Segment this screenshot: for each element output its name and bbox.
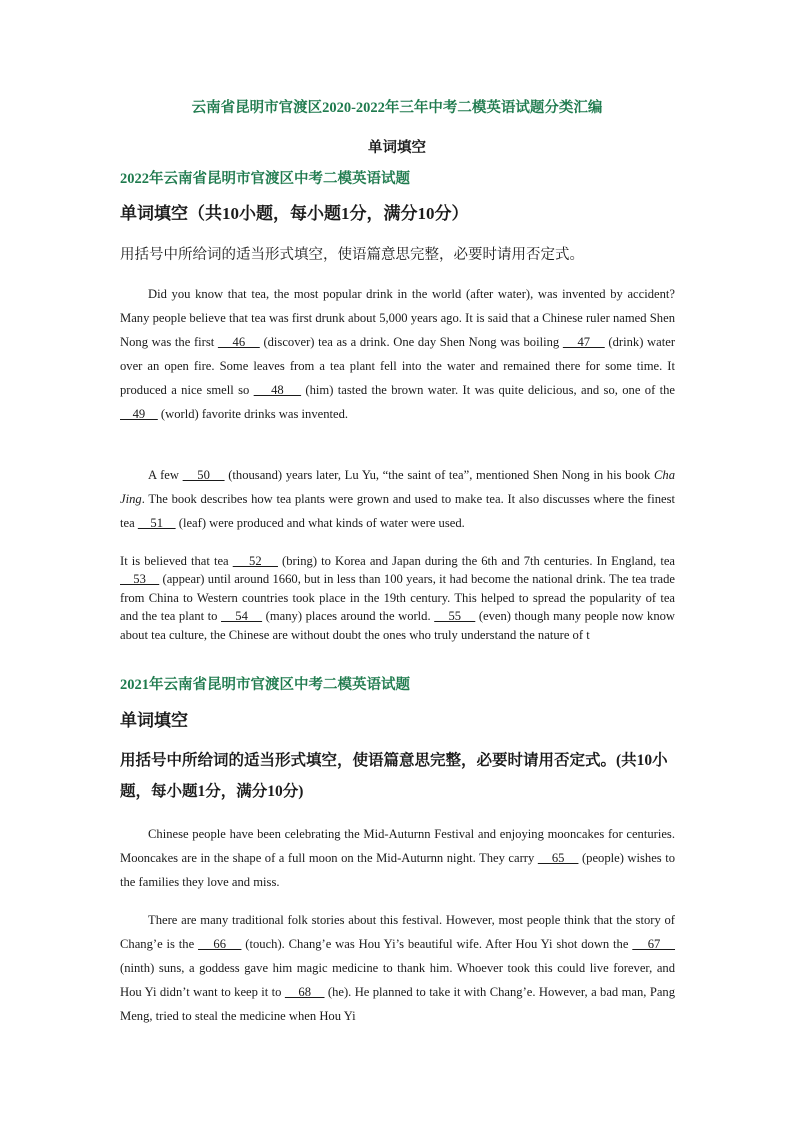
exam-2022-subheading: 单词填空（共10小题，每小题1分，满分10分） [120,204,469,223]
exam-2021-heading: 2021年云南省昆明市官渡区中考二模英语试题 [120,677,410,693]
blank-47[interactable]: 47 [562,335,605,349]
blank-68[interactable]: 68 [284,985,325,999]
blank-50[interactable]: 50 [182,468,225,482]
document-title: 云南省昆明市官渡区2020-2022年三年中考二模英语试题分类汇编 [191,100,603,116]
blank-55[interactable]: 55 [434,609,476,624]
blank-49[interactable]: 49 [120,407,158,421]
exam-2021-subheading: 单词填空 [120,711,188,730]
exam-2021-instruction: 用括号中所给词的适当形式填空，使语篇意思完整，必要时请用否定式。(共10小题，每小题1分，满分10分) [120,752,668,800]
passage-2022-paragraph-2: A few 50 (thousand) years later, Lu Yu, “the saint of tea”, mentioned Shen Nong in his book Cha Jing. The book describes how tea plants were grown and used to make tea. It also discusses where the finest tea 51 (leaf) were produced and what kinds of water were used. [120,468,676,530]
blank-53[interactable]: 53 [120,572,160,587]
passage-2022-paragraph-3: It is believed that tea 52 (bring) to Korea and Japan during the 6th and 7th centuries. In England, tea 53 (appear) until around 1660, but in less than 100 years, it had become the national drink. The tea trade from China to Western countries took place in the 19th century. This helped to spread the popularity of tea and the tea plant to 54 (many) places around the world. 55 (even) though many people now know about tea culture, the Chinese are without doubt the ones who truly understand the nature of t [120,554,676,642]
blank-52[interactable]: 52 [232,554,278,568]
blank-66[interactable]: 66 [198,937,242,951]
exam-2022-heading: 2022年云南省昆明市官渡区中考二模英语试题 [120,171,410,187]
passage-2021-paragraph-1: Chinese people have been celebrating the Mid-Auturnn Festival and enjoying mooncakes for centuries. Mooncakes are in the shape of a full moon on the Mid-Auturnn night. They carry 65 (people) wishes to the families they love and miss. [120,827,676,889]
blank-65[interactable]: 65 [537,851,579,865]
passage-2021-paragraph-2: There are many traditional folk stories about this festival. However, most people think that the story of Chang’e is the 66 (touch). Chang’e was Hou Yi’s beautiful wife. After Hou Yi shot down the 67 (ninth) suns, a goddess gave him magic medicine to thank him. Whoever took this could live forever, and Hou Yi didn’t want to keep it to 68 (he). He planned to take it with Chang’e. However, a bad man, Pang Meng, tried to steal the medicine when Hou Yi [120,913,676,1023]
section-title: 单词填空 [368,140,426,156]
blank-48[interactable]: 48 [253,383,302,397]
blank-54[interactable]: 54 [221,609,263,624]
exam-2022-instruction: 用括号中所给词的适当形式填空，使语篇意思完整，必要时请用否定式。 [120,247,584,263]
book-title: Cha Jing [120,468,676,506]
passage-2022-paragraph-1: Did you know that tea, the most popular drink in the world (after water), was invented by accident? Many people believe that tea was first drunk about 5,000 years ago. It is said that a Chinese ruler named Shen Nong was the first 46 (discover) tea as a drink. One day Shen Nong was boiling 47 (drink) water over an open fire. Some leaves from a tea plant fell into the water and remained there for some time. It produced a nice smell so 48 (him) tasted the brown water. It was quite delicious, and so, one of the 49 (world) favorite drinks was invented. [120,287,676,421]
blank-67[interactable]: 67 [632,937,676,951]
blank-46[interactable]: 46 [217,335,260,349]
blank-51[interactable]: 51 [137,516,176,530]
